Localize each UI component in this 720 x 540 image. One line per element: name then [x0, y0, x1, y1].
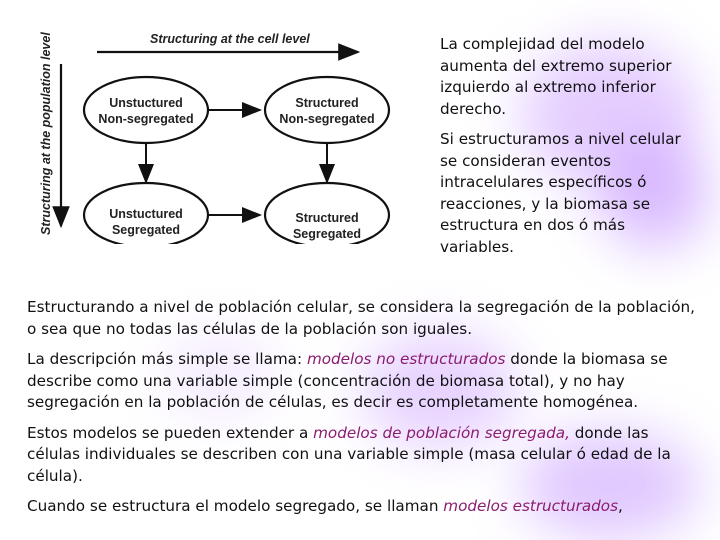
- top-axis-label: Structuring at the cell level: [150, 32, 310, 46]
- population-level-paragraph: Estructurando a nivel de población celular, se considera la segregación de la población, o sea que no todas las células de la población son iguales.: [27, 298, 695, 338]
- node-unstructured-segregated: [84, 183, 208, 244]
- structured-models-paragraph: Cuando se estructura el modelo segregado, se llaman modelos estructurados,: [27, 497, 623, 515]
- svg-text:Unstuctured: Unstuctured: [109, 207, 183, 221]
- segregation-structure-diagram: [28, 22, 400, 244]
- svg-text:Unstuctured: Unstuctured: [109, 96, 183, 110]
- node-structured-non-segregated: [265, 77, 389, 143]
- node-structured-segregated: [265, 183, 389, 244]
- side-axis-label: Structuring at the population level: [39, 32, 53, 235]
- node-unstructured-non-segregated: [84, 77, 208, 143]
- svg-text:Structured: Structured: [295, 96, 359, 110]
- segregated-models-term: modelos de población segregada,: [313, 423, 570, 442]
- segregated-models-paragraph: Estos modelos se pueden extender a modelos de población segregada, donde las células individuales se describen con una variable simple (masa celular ó edad de la célula).: [27, 423, 671, 485]
- complexity-paragraph: La complejidad del modelo aumenta del extremo superior izquierdo al extremo inferior derecho.: [440, 35, 672, 118]
- body-text-block: [27, 297, 697, 527]
- unstructured-models-paragraph: La descripción más simple se llama: modelos no estructurados donde la biomasa se describe como una variable simple (concentración de biomasa total), y no hay segregación en la población de células, es decir es completamente homogénea.: [27, 350, 668, 411]
- cell-level-paragraph: Si estructuramos a nivel celular se consideran eventos intracelulares específicos ó reacciones, y la biomasa se estructura en dos ó más variables.: [440, 130, 681, 256]
- svg-text:Structured: Structured: [295, 211, 359, 225]
- svg-text:Non-segregated: Non-segregated: [279, 112, 375, 126]
- svg-text:Segregated: Segregated: [292, 227, 362, 241]
- svg-text:Segregated: Segregated: [111, 223, 181, 237]
- side-text-block: [440, 34, 702, 267]
- svg-text:Non-segregated: Non-segregated: [98, 112, 194, 126]
- unstructured-models-term: modelos no estructurados: [306, 350, 506, 368]
- structured-models-term: modelos estructurados: [443, 497, 619, 515]
